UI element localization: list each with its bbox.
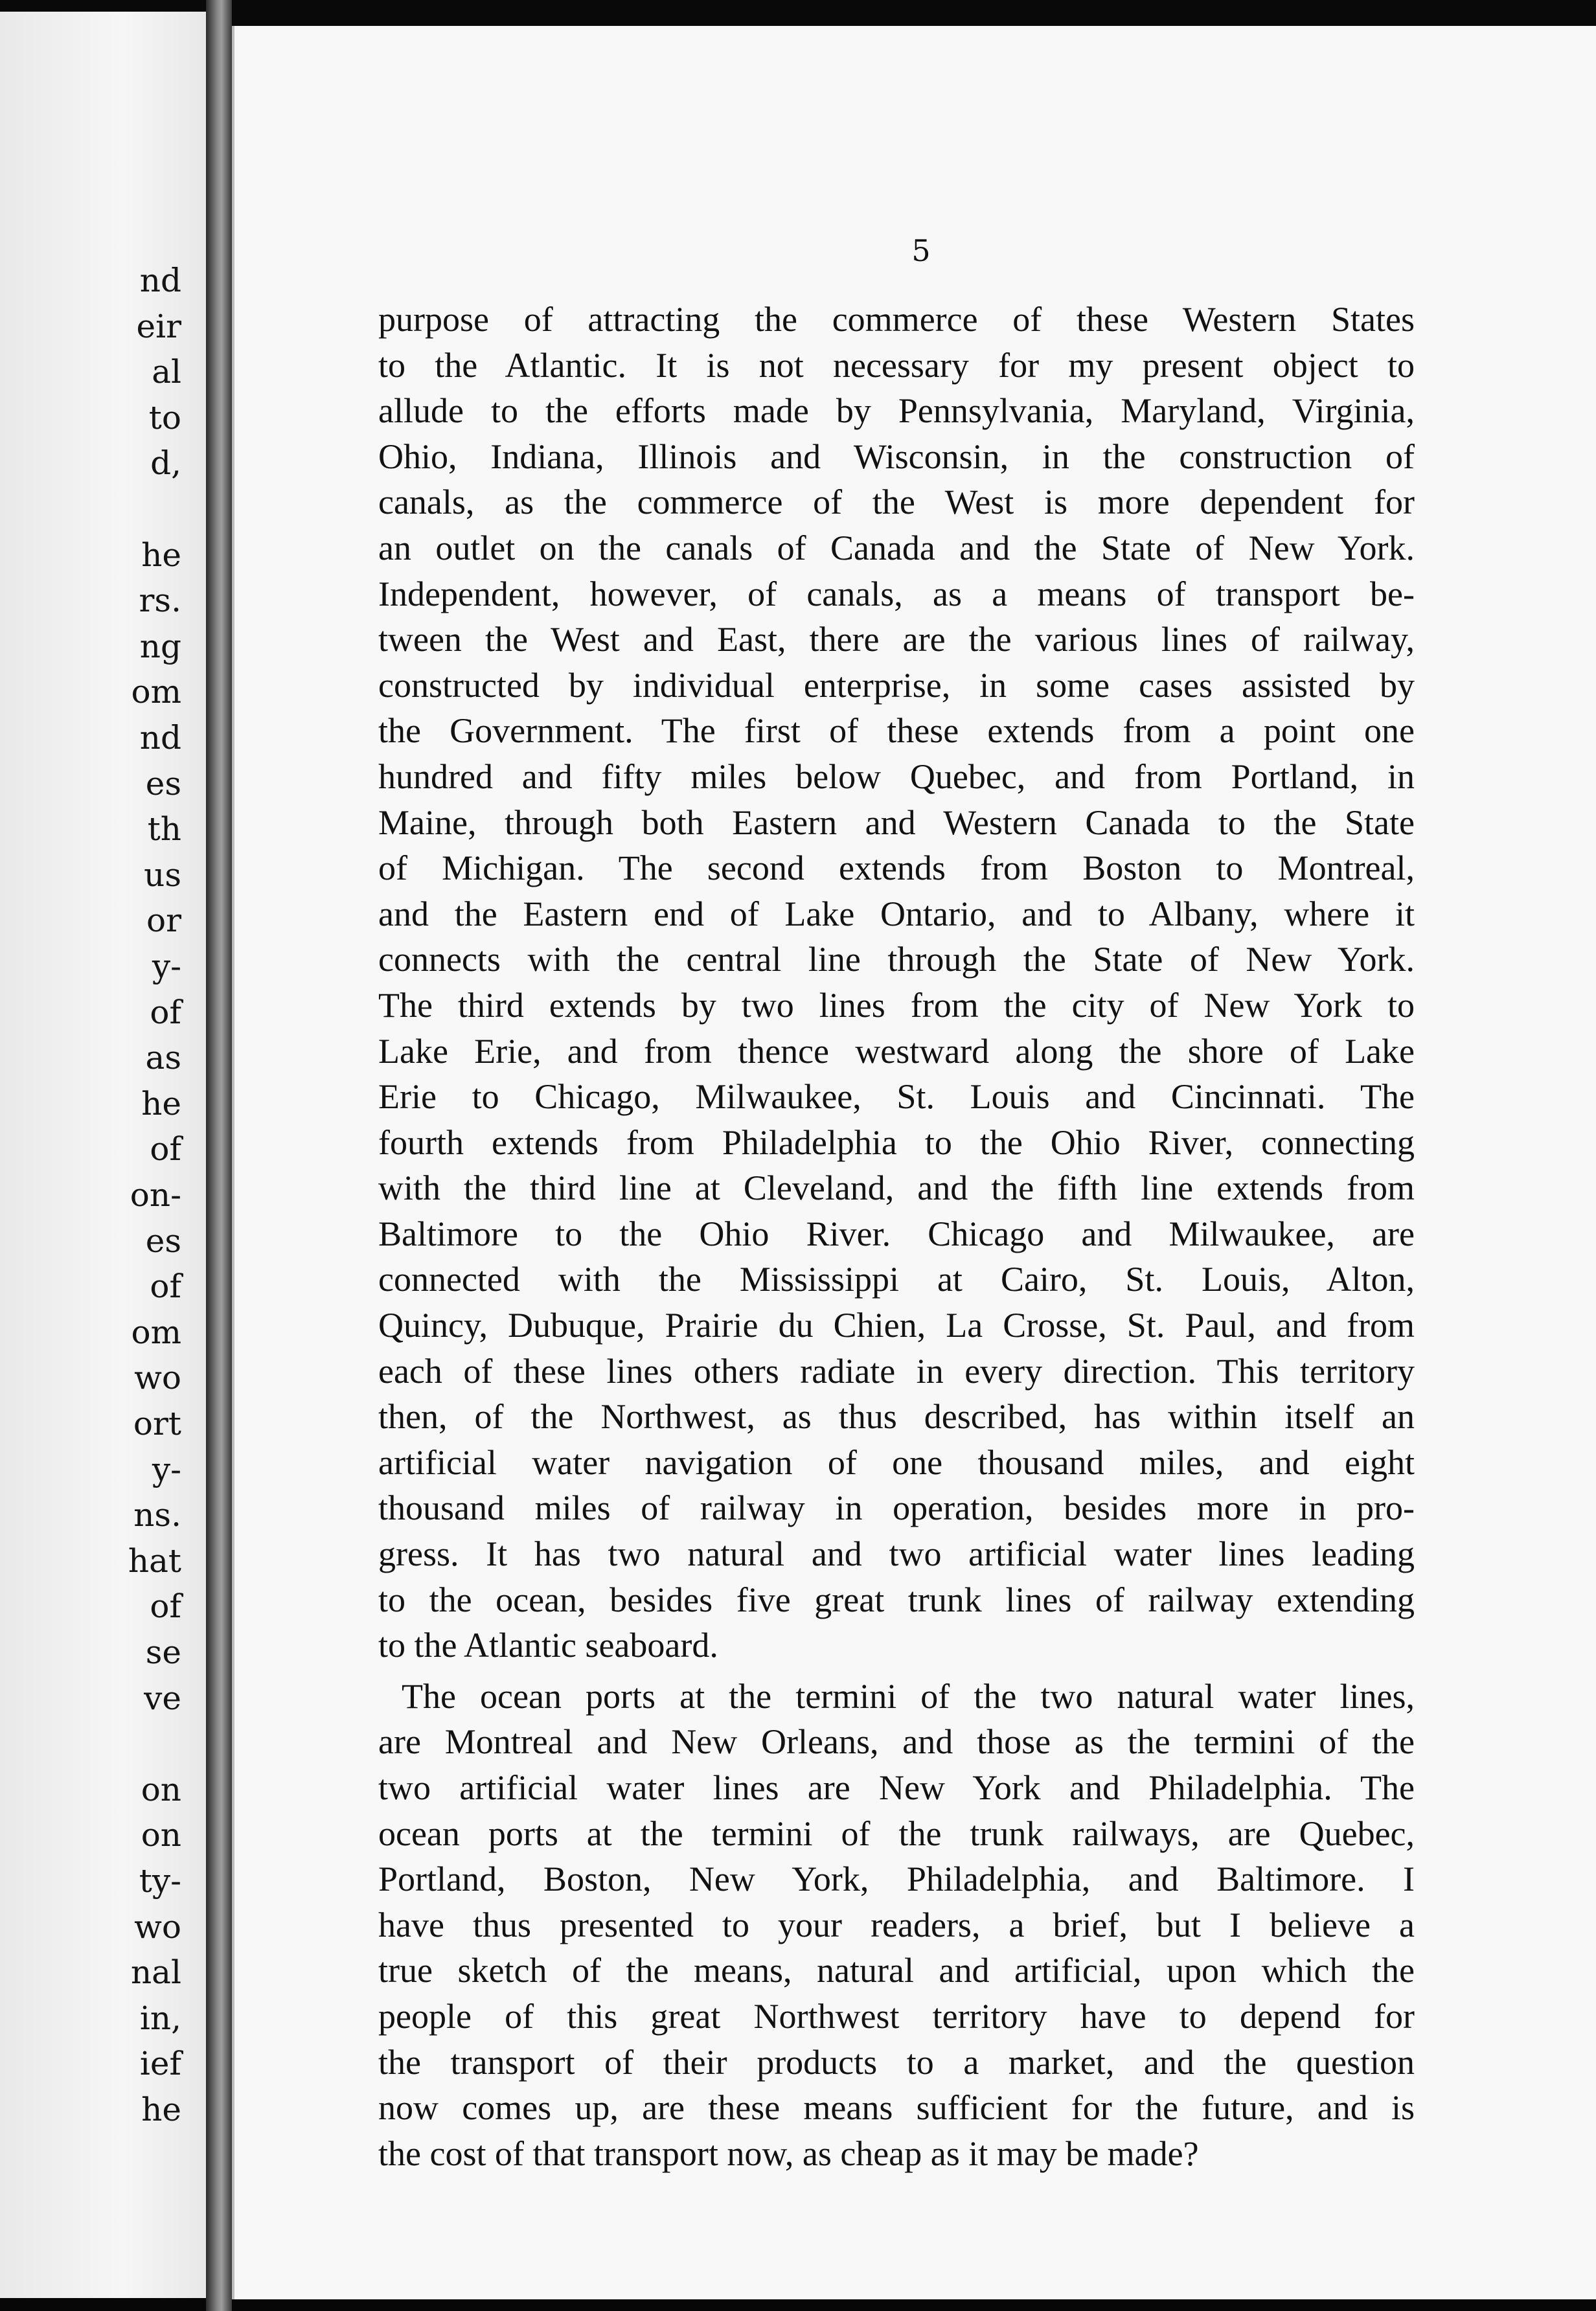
left-page-text-fragment: to xyxy=(148,398,181,437)
left-page-text-fragment: om xyxy=(131,1313,181,1351)
left-page-text-fragment: he xyxy=(141,1084,181,1122)
left-page-text-fragment: ort xyxy=(133,1405,181,1442)
text-line: The ocean ports at the termini of the two natural water lines, xyxy=(402,1676,1415,1716)
left-page-text-fragment: eir xyxy=(136,307,181,345)
left-page-text-fragment: d, xyxy=(150,444,181,483)
text-line: canals, as the commerce of the West is more dependent for xyxy=(378,483,1415,522)
text-line: the cost of that transport now, as cheap as it may be made? xyxy=(378,2134,1199,2173)
text-line: then, of the Northwest, as thus described, has within itself an xyxy=(378,1397,1415,1437)
left-page-text-fragment: th xyxy=(147,810,181,848)
text-line: have thus presented to your readers, a brief, but I believe a xyxy=(378,1905,1415,1944)
text-line: an outlet on the canals of Canada and the State of New York. xyxy=(378,528,1415,567)
text-line: people of this great Northwest territory have to depend for xyxy=(378,1996,1415,2036)
text-line: two artificial water lines are New York and Philadelphia. The xyxy=(378,1768,1415,1807)
text-line: connects with the central line through the State of New York. xyxy=(378,940,1415,979)
left-page-text-fragment: om xyxy=(131,673,181,711)
text-line: now comes up, are these means sufficient for the future, and is xyxy=(378,2088,1415,2128)
left-page-text-fragment: nd xyxy=(139,719,181,757)
text-line: the transport of their products to a market, and the question xyxy=(378,2042,1415,2082)
main-page xyxy=(232,26,1596,2299)
body-text xyxy=(378,297,1415,2176)
text-line: constructed by individual enterprise, in some cases assisted by xyxy=(378,665,1415,705)
left-page-text-fragment: ng xyxy=(139,627,181,665)
left-page-text-fragment: nal xyxy=(130,1953,181,1992)
text-line: tween the West and East, there are the various lines of railway, xyxy=(378,620,1415,659)
text-line: artificial water navigation of one thousand miles, and eight xyxy=(378,1442,1415,1482)
text-line: Baltimore to the Ohio River. Chicago and Milwaukee, are xyxy=(378,1214,1415,1253)
left-page-text-fragment: hat xyxy=(128,1542,181,1580)
paragraph-gap xyxy=(378,1668,1415,1674)
text-line: Portland, Boston, New York, Philadelphia, and Baltimore. I xyxy=(378,1860,1415,1899)
text-line: Lake Erie, and from thence westward along the shore of Lake xyxy=(378,1031,1415,1071)
book-gutter xyxy=(206,0,232,2311)
text-line: with the third line at Cleveland, and the fifth line extends from xyxy=(378,1168,1415,1208)
left-page-text-fragment: ief xyxy=(139,2045,181,2083)
paragraph xyxy=(378,297,1415,1668)
left-page-text-fragment: he xyxy=(141,536,181,574)
text-line: fourth extends from Philadelphia to the Ohio River, connecting xyxy=(378,1122,1415,1162)
text-line: to the ocean, besides five great trunk lines of railway extending xyxy=(378,1580,1415,1619)
left-page-text-fragment: he xyxy=(141,2091,181,2128)
text-line: connected with the Mississippi at Cairo, St. Louis, Alton, xyxy=(378,1260,1415,1299)
text-line: The third extends by two lines from the city of New York to xyxy=(378,985,1415,1025)
left-page-text-fragment: es xyxy=(145,764,181,803)
text-line: of Michigan. The second extends from Boston to Montreal, xyxy=(378,848,1415,888)
left-page-text-fragment: es xyxy=(145,1222,181,1260)
page-number: 5 xyxy=(911,233,931,268)
text-line: each of these lines others radiate in every direction. This territory xyxy=(378,1351,1415,1391)
left-page-fragment xyxy=(0,12,206,2298)
text-line: gress. It has two natural and two artificial water lines leading xyxy=(378,1534,1415,1574)
left-page-text-fragment: wo xyxy=(134,1907,181,1946)
text-line: the Government. The first of these extends from a point one xyxy=(378,711,1415,751)
text-line: allude to the efforts made by Pennsylvania, Maryland, Virginia, xyxy=(378,391,1415,431)
left-page-text-fragment: wo xyxy=(134,1359,181,1397)
left-page-text-fragment: on xyxy=(141,1770,181,1808)
left-page-text-fragment: of xyxy=(150,1268,181,1306)
left-page-text-fragment: in, xyxy=(139,1999,181,2037)
text-line: true sketch of the means, natural and artificial, upon which the xyxy=(378,1951,1415,1990)
text-line: to the Atlantic seaboard. xyxy=(378,1626,718,1665)
paragraph xyxy=(378,1674,1415,2177)
text-line: thousand miles of railway in operation, besides more in pro- xyxy=(378,1488,1415,1528)
left-page-text-fragment: y- xyxy=(152,1450,181,1488)
text-line: Maine, through both Eastern and Western Canada to the State xyxy=(378,803,1415,842)
left-page-text-fragment: or xyxy=(146,902,181,940)
left-page-text-fragment: of xyxy=(150,1588,181,1626)
text-line: Ohio, Indiana, Illinois and Wisconsin, in the construction of xyxy=(378,437,1415,476)
text-line: hundred and fifty miles below Quebec, and from Portland, in xyxy=(378,757,1415,796)
left-page-text-fragment: ve xyxy=(144,1679,181,1717)
left-page-text-fragment: nd xyxy=(139,262,181,299)
text-line: Independent, however, of canals, as a means of transport be- xyxy=(378,574,1415,613)
left-page-text-fragment: on- xyxy=(130,1176,181,1214)
text-line: ocean ports at the termini of the trunk railways, are Quebec, xyxy=(378,1814,1415,1853)
left-page-text-fragment: ty- xyxy=(139,1862,181,1900)
text-line: are Montreal and New Orleans, and those as the termini of the xyxy=(378,1722,1415,1762)
scan-top-edge xyxy=(0,0,1596,26)
left-page-text-fragment: se xyxy=(145,1634,181,1671)
left-page-text-fragment: al xyxy=(152,353,181,391)
left-page-text-fragment: y- xyxy=(152,948,181,985)
left-page-text-fragment: rs. xyxy=(139,582,181,620)
left-page-text-fragment: us xyxy=(144,856,181,894)
text-line: to the Atlantic. It is not necessary for my present object to xyxy=(378,345,1415,385)
text-line: Quincy, Dubuque, Prairie du Chien, La Crosse, St. Paul, and from xyxy=(378,1306,1415,1345)
left-page-text-fragment: on xyxy=(141,1816,181,1854)
left-page-text-fragment: of xyxy=(150,993,181,1031)
text-line: and the Eastern end of Lake Ontario, and to Albany, where it xyxy=(378,894,1415,933)
left-page-text-fragment: ns. xyxy=(133,1496,181,1534)
left-page-text-fragment: of xyxy=(150,1130,181,1168)
text-line: purpose of attracting the commerce of these Western States xyxy=(378,300,1415,339)
left-page-text-fragment: as xyxy=(145,1039,181,1077)
text-line: Erie to Chicago, Milwaukee, St. Louis and Cincinnati. The xyxy=(378,1077,1415,1117)
